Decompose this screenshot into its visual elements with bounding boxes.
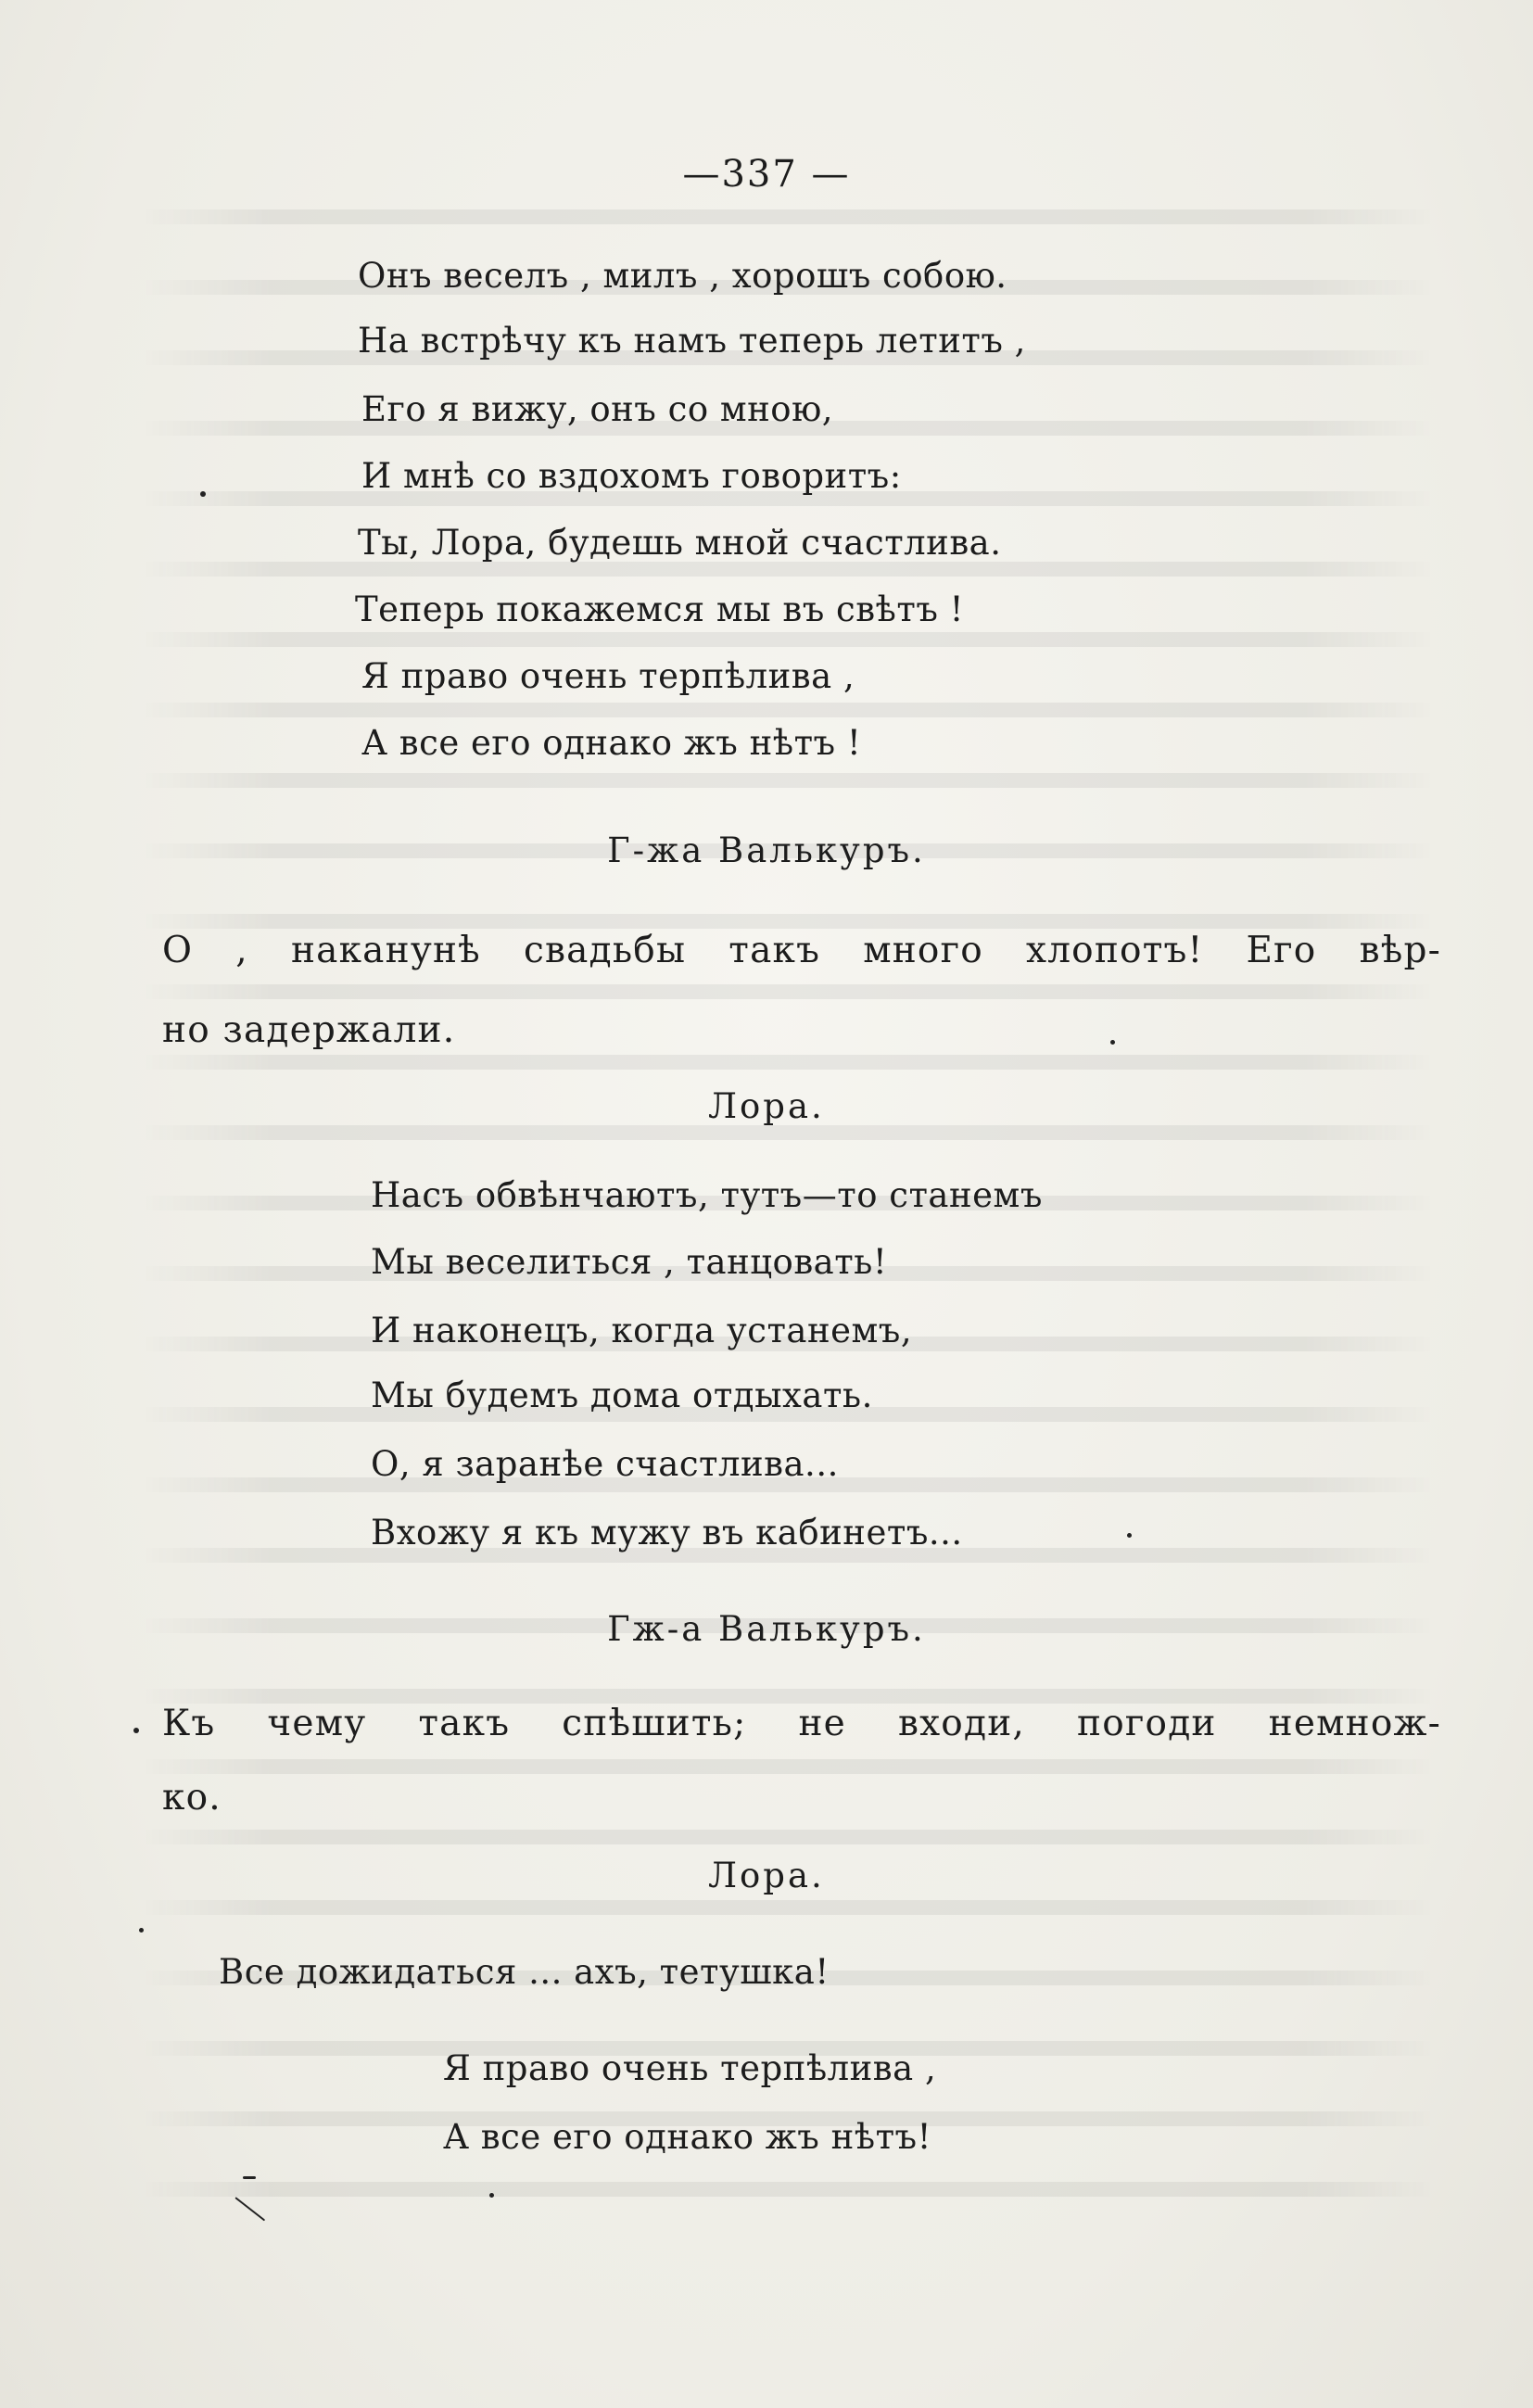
verse-line: Все дожидаться ... ахъ, тетушка! (219, 1952, 830, 1992)
verse-line: Его я вижу, онъ со мною, (361, 389, 834, 429)
verse-line: Ты, Лора, будешь мной счастлива. (358, 523, 1002, 563)
prose-line: О , наканунѣ свадьбы такъ много хлопотъ! Его вѣр- (162, 930, 1441, 971)
verse-line: Мы веселиться , танцовать! (371, 1242, 888, 1282)
verse-line: А все его однако жъ нѣтъ ! (361, 723, 862, 763)
verse-line: О, я заранѣе счастлива... (371, 1444, 839, 1484)
scan-speck (243, 2176, 256, 2179)
prose-line: но задержали. (162, 1009, 456, 1051)
page-number: —337 — (682, 153, 851, 196)
scan-speck (200, 491, 206, 497)
scan-speck (133, 1728, 139, 1733)
prose-line: Къ чему такъ спѣшить; не входи, погоди немнож- (162, 1703, 1441, 1744)
verse-line: Вхожу я къ мужу въ кабинетъ... (371, 1513, 963, 1553)
speaker-name: Лора. (708, 1086, 825, 1126)
verse-line: И мнѣ со вздохомъ говоритъ: (361, 456, 902, 496)
scan-speck (234, 2197, 265, 2221)
speaker-name: Г-жа Валькуръ. (607, 830, 926, 870)
scan-speck (1110, 1040, 1115, 1045)
prose-line: ко. (162, 1777, 222, 1819)
verse-line: И наконецъ, когда устанемъ, (371, 1311, 913, 1350)
scan-speck (489, 2193, 494, 2198)
verse-line: Насъ обвѣнчаютъ, тутъ—то станемъ (371, 1175, 1043, 1215)
scan-speck (139, 1928, 144, 1933)
verse-line: На встрѣчу къ намъ теперь летитъ , (358, 321, 1026, 361)
verse-line: А все его однако жъ нѣтъ! (443, 2117, 931, 2157)
verse-line: Я право очень терпѣлива , (361, 656, 855, 696)
speaker-name: Лора. (708, 1856, 825, 1895)
verse-line: Я право очень терпѣлива , (443, 2048, 937, 2088)
verse-line: Теперь покажемся мы въ свѣтъ ! (355, 589, 965, 629)
verse-line: Мы будемъ дома отдыхать. (371, 1375, 873, 1415)
speaker-name: Гж-а Валькуръ. (607, 1609, 926, 1649)
scan-speck (1127, 1533, 1132, 1538)
verse-line: Онъ веселъ , милъ , хорошъ собою. (358, 256, 1007, 296)
